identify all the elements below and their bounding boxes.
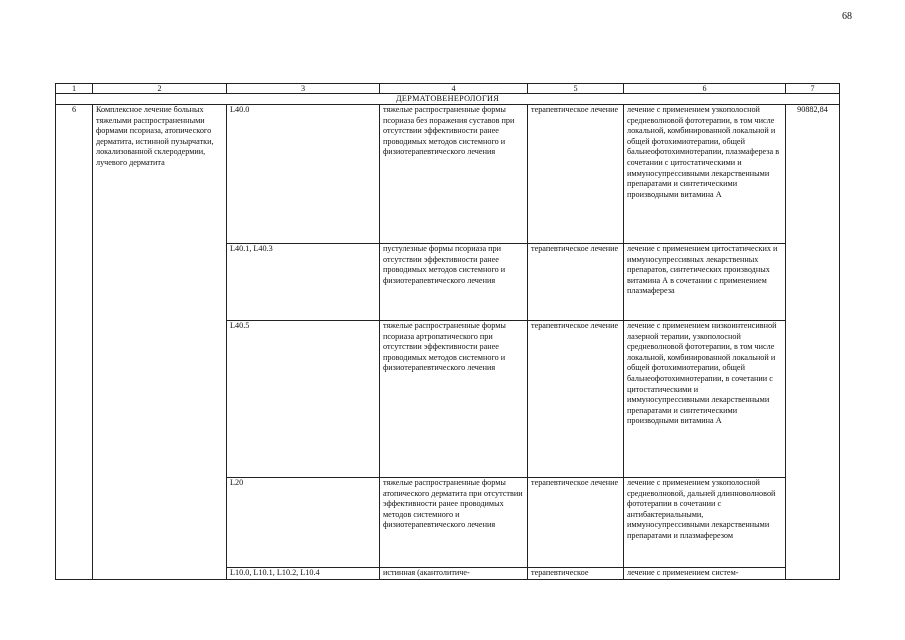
- column-number: 7: [786, 84, 840, 94]
- price: 90882,84: [786, 105, 840, 580]
- treatment-method: лечение с применением низкоинтенсивной лазерной терапии, узкополосной средневолновой фототерапии, в том числе локальной, комбинированной локальной и общей фотохимиотерапии, общей бальнеофотохимиотерапии, в сочетании с цитостатическими и иммуносупрессивными лекарственными препаратами и синтетическими производными витамина А: [624, 321, 786, 478]
- group-name: Комплексное лечение больных тяжелыми распространенными формами псориаза, атопического дерматита, истинной пузырчатки, локализованной склеродермии, лучевого дерматита: [93, 105, 227, 580]
- column-number: 2: [93, 84, 227, 94]
- table-row: [56, 105, 840, 244]
- diagnosis-codes: L20: [227, 478, 380, 568]
- diagnosis-codes: L40.0: [227, 105, 380, 244]
- diagnosis-codes: L40.1, L40.3: [227, 244, 380, 321]
- patient-model: истинная (акантолитиче-: [380, 568, 528, 580]
- vmp-table: [55, 83, 840, 580]
- patient-model: пустулезные формы псориаза при отсутствии эффективности ранее проводимых методов системного и физиотерапевтического лечения: [380, 244, 528, 321]
- page-number: 68: [842, 11, 852, 22]
- column-number-row: [56, 84, 840, 94]
- treatment-method: лечение с применением систем-: [624, 568, 786, 580]
- treatment-type: терапевтическое: [528, 568, 624, 580]
- patient-model: тяжелые распространенные формы псориаза артропатического при отсутствии эффективности ранее проводимых методов системного и физиотерапевтического лечения: [380, 321, 528, 478]
- treatment-type: терапевтическое лечение: [528, 478, 624, 568]
- section-row: [56, 94, 840, 105]
- diagnosis-codes: L10.0, L10.1, L10.2, L10.4: [227, 568, 380, 580]
- treatment-type: терапевтическое лечение: [528, 244, 624, 321]
- treatment-method: лечение с применением узкополосной средневолновой, дальней длинноволновой фототерапии в сочетании с антибактериальными, иммуносупрессивными лекарственными препаратами и плазмаферезом: [624, 478, 786, 568]
- column-number: 4: [380, 84, 528, 94]
- group-number: 6: [56, 105, 93, 580]
- column-number: 1: [56, 84, 93, 94]
- column-number: 3: [227, 84, 380, 94]
- treatment-type: терапевтическое лечение: [528, 321, 624, 478]
- treatment-method: лечение с применением цитостатических и иммуносупрессивных лекарственных препаратов, синтетических производных витамина А в сочетании с применением плазмафереза: [624, 244, 786, 321]
- patient-model: тяжелые распространенные формы псориаза без поражения суставов при отсутствии эффективности ранее проводимых методов системного и физиотерапевтического лечения: [380, 105, 528, 244]
- treatment-type: терапевтическое лечение: [528, 105, 624, 244]
- column-number: 5: [528, 84, 624, 94]
- treatment-method: лечение с применением узкополосной средневолновой фототерапии, в том числе локальной, комбинированной локальной и общей фотохимиотерапии, общей бальнеофотохимиотерапии, плазмафереза в сочетании с цитостатическими и иммуносупрессивными лекарственными препаратами и синтетическими производными витамина А: [624, 105, 786, 244]
- section-title: ДЕРМАТОВЕНЕРОЛОГИЯ: [56, 94, 840, 105]
- column-number: 6: [624, 84, 786, 94]
- diagnosis-codes: L40.5: [227, 321, 380, 478]
- patient-model: тяжелые распространенные формы атопического дерматита при отсутствии эффективности ранее проводимых методов системного и физиотерапевтического лечения: [380, 478, 528, 568]
